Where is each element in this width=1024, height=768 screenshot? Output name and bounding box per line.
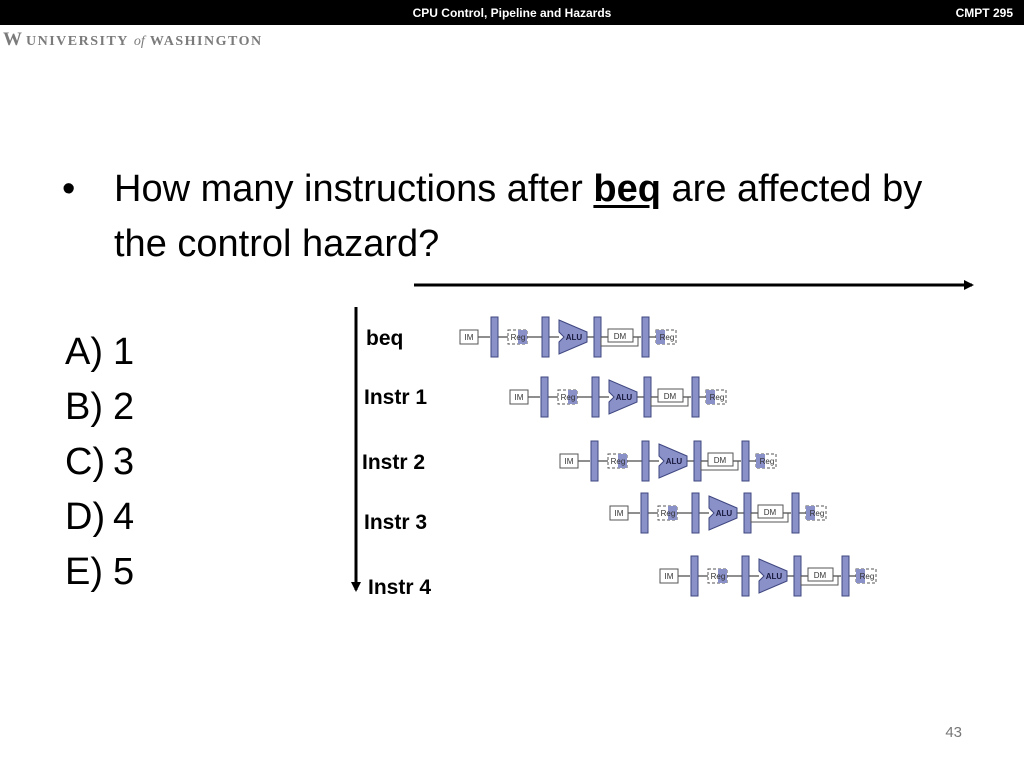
- dm-label: DM: [763, 508, 777, 517]
- logo-of: of: [133, 34, 145, 49]
- row-label-instr-2: Instr 2: [362, 451, 426, 474]
- option-value: 1: [113, 331, 135, 373]
- reg-read-label: Reg: [710, 572, 726, 581]
- alu-label: ALU: [665, 457, 683, 466]
- option-letter: E): [65, 551, 103, 593]
- pipeline-register: [491, 317, 498, 357]
- row-label-instr-3: Instr 3: [364, 511, 428, 534]
- pipeline-register: [542, 317, 549, 357]
- pipeline-register: [642, 317, 649, 357]
- im-label: IM: [514, 393, 524, 402]
- logo-washington: WASHINGTON: [149, 34, 263, 49]
- pipeline-register: [594, 317, 601, 357]
- reg-read-label: Reg: [560, 393, 576, 402]
- pipeline-register: [744, 493, 751, 533]
- pipeline-row-3: [610, 493, 826, 533]
- pipeline-rows: [460, 317, 876, 596]
- logo-university: UNIVERSITY: [26, 34, 129, 49]
- reg-write-label: Reg: [859, 572, 875, 581]
- option-letter: A): [65, 331, 103, 373]
- im-label: IM: [614, 509, 624, 518]
- question-before: How many instructions after: [114, 168, 594, 210]
- reg-write-label: Reg: [809, 509, 825, 518]
- option-value: 4: [113, 496, 135, 538]
- row-label-beq: beq: [366, 327, 404, 350]
- pipeline-row-2: [560, 441, 776, 481]
- dm-label: DM: [663, 392, 677, 401]
- pipeline-row-1: [510, 377, 726, 417]
- pipeline-register: [541, 377, 548, 417]
- pipeline-row-4: [660, 556, 876, 596]
- pipeline-register: [591, 441, 598, 481]
- pipeline-register: [692, 493, 699, 533]
- im-label: IM: [564, 457, 574, 466]
- pipeline-register: [792, 493, 799, 533]
- pipeline-register: [644, 377, 651, 417]
- option-letter: C): [65, 441, 106, 483]
- pipeline-register: [641, 493, 648, 533]
- option-letter: D): [65, 496, 106, 538]
- reg-read-label: Reg: [660, 509, 676, 518]
- pipeline-register: [692, 377, 699, 417]
- pipeline-register: [842, 556, 849, 596]
- dm-label: DM: [613, 332, 627, 341]
- slide-title: CPU Control, Pipeline and Hazards: [412, 6, 612, 20]
- dm-label: DM: [713, 456, 727, 465]
- pipeline-register: [794, 556, 801, 596]
- pipeline-row-0: [460, 317, 676, 357]
- option-letter: B): [65, 386, 103, 428]
- bullet: •: [62, 168, 76, 210]
- row-label-instr-4: Instr 4: [368, 576, 432, 599]
- alu-label: ALU: [615, 393, 633, 402]
- reg-read-label: Reg: [510, 333, 526, 342]
- uw-w-icon: W: [3, 29, 22, 50]
- reg-write-label: Reg: [659, 333, 675, 342]
- question-keyword: beq: [593, 168, 661, 210]
- option-value: 2: [113, 386, 135, 428]
- option-value: 5: [113, 551, 135, 593]
- pipeline-register: [592, 377, 599, 417]
- dm-label: DM: [813, 571, 827, 580]
- pipeline-register: [642, 441, 649, 481]
- pipeline-register: [742, 441, 749, 481]
- course-code: CMPT 295: [955, 6, 1013, 20]
- im-label: IM: [664, 572, 674, 581]
- question-after: are affected by the control hazard?: [114, 168, 923, 265]
- page-number: 43: [945, 724, 962, 741]
- im-label: IM: [464, 333, 474, 342]
- alu-label: ALU: [565, 333, 583, 342]
- row-label-instr-1: Instr 1: [364, 386, 428, 409]
- reg-read-label: Reg: [610, 457, 626, 466]
- pipeline-register: [694, 441, 701, 481]
- option-value: 3: [113, 441, 135, 483]
- pipeline-register: [691, 556, 698, 596]
- alu-label: ALU: [765, 572, 783, 581]
- reg-write-label: Reg: [759, 457, 775, 466]
- pipeline-register: [742, 556, 749, 596]
- alu-label: ALU: [715, 509, 733, 518]
- reg-write-label: Reg: [709, 393, 725, 402]
